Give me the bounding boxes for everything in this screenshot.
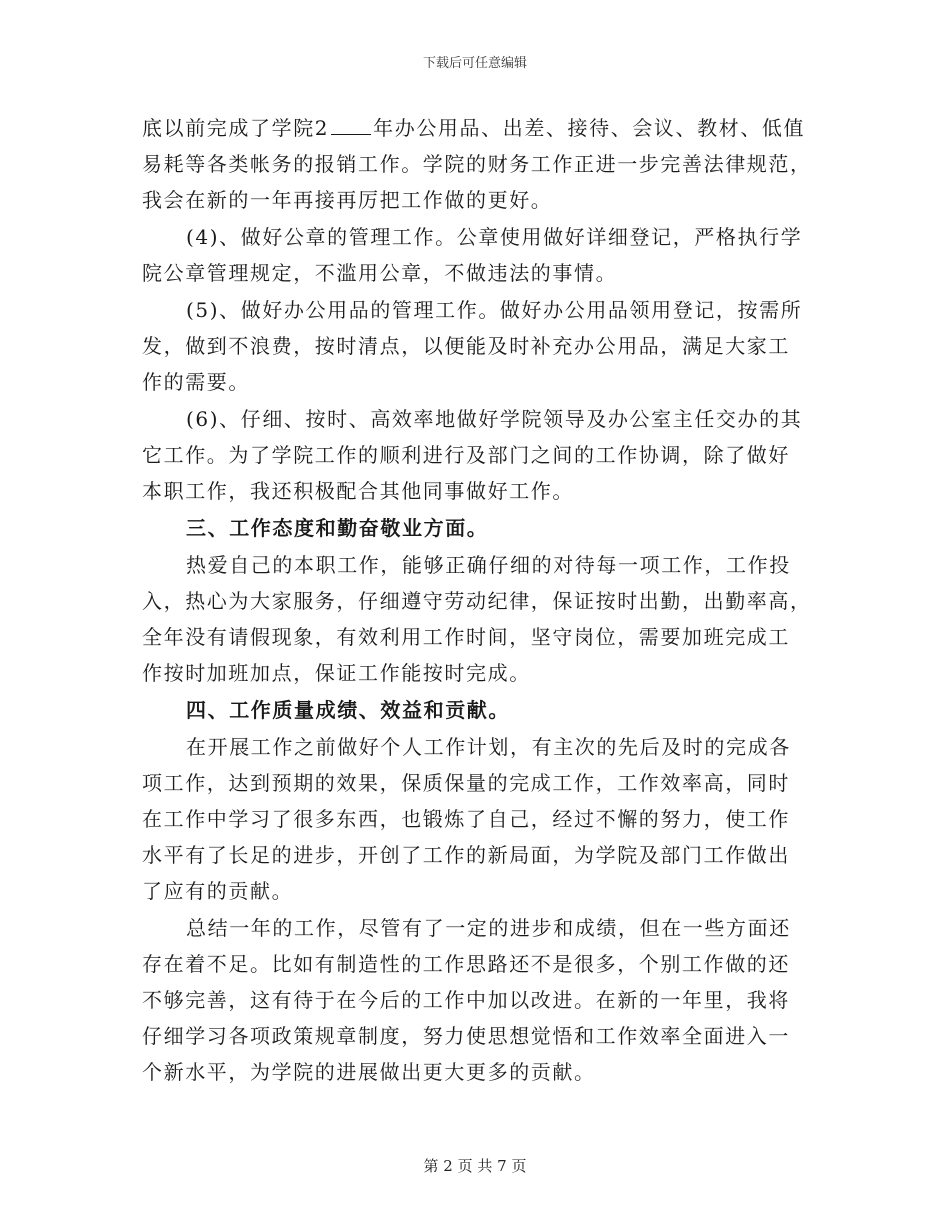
section-heading-quality: 四、工作质量成绩、效益和贡献。	[186, 698, 510, 722]
text-line: 项工作，达到预期的效果，保质保量的完成工作，工作效率高，同时	[142, 771, 790, 795]
section-heading-attitude: 三、工作态度和勤奋敬业方面。	[186, 516, 489, 540]
text-segment: 底以前完成了学院2	[142, 116, 330, 140]
paragraph-summary	[142, 910, 810, 1090]
document-body	[142, 110, 810, 1090]
text-line: 入，热心为大家服务，仔细遵守劳动纪律，保证按时出勤，出勤率高，	[142, 589, 812, 613]
text-line: 院公章管理规定，不滥用公章，不做违法的事情。	[142, 261, 618, 285]
text-line	[142, 110, 810, 146]
text-line: 不够完善，这有待于在今后的工作中加以改进。在新的一年里，我将	[142, 988, 790, 1012]
page-number: 第 2 页 共 7 页	[423, 1157, 527, 1175]
text-line: (6)、仔细、按时、高效率地做好学院领导及办公室主任交办的其	[186, 407, 803, 431]
text-line: (4)、做好公章的管理工作。公章使用做好详细登记，严格执行学	[186, 225, 803, 249]
text-line: 在工作中学习了很多东西，也锻炼了自己，经过不懈的努力，使工作	[142, 807, 790, 831]
paragraph-attitude	[142, 547, 810, 691]
paragraph-office-supplies	[142, 292, 810, 400]
page-header: 下载后可任意编辑	[422, 56, 527, 71]
text-line: 本职工作，我还积极配合其他同事做好工作。	[142, 479, 574, 503]
text-line: 仔细学习各项政策规章制度，努力使思想觉悟和工作效率全面进入一	[142, 1024, 790, 1048]
text-line: (5)、做好办公用品的管理工作。做好办公用品领用登记，按需所	[186, 298, 803, 322]
text-line: 水平有了长足的进步，开创了工作的新局面，为学院及部门工作做出	[142, 843, 790, 867]
text-line: 发，做到不浪费，按时清点，以便能及时补充办公用品，满足大家工	[142, 334, 790, 358]
text-line: 作按时加班加点，保证工作能按时完成。	[142, 661, 531, 685]
text-line: 个新水平，为学院的进展做出更大更多的贡献。	[142, 1060, 596, 1084]
text-line: 易耗等各类帐务的报销工作。学院的财务工作正进一步完善法律规范，	[142, 152, 812, 176]
text-line: 热爱自己的本职工作，能够正确仔细的对待每一项工作，工作投	[186, 553, 791, 577]
text-line: 我会在新的一年再接再厉把工作做的更好。	[142, 188, 553, 212]
text-line: 存在着不足。比如有制造性的工作思路还不是很多，个别工作做的还	[142, 952, 790, 976]
paragraph-seal-management	[142, 219, 810, 291]
text-line: 它工作。为了学院工作的顺利进行及部门之间的工作协调，除了做好	[142, 443, 790, 467]
text-line: 了应有的贡献。	[142, 879, 294, 903]
text-line: 全年没有请假现象，有效利用工作时间，坚守岗位，需要加班完成工	[142, 625, 790, 649]
text-line: 总结一年的工作，尽管有了一定的进步和成绩，但在一些方面还	[186, 916, 791, 940]
text-line: 作的需要。	[142, 370, 250, 394]
paragraph-other-tasks	[142, 401, 810, 509]
fill-in-blank	[331, 118, 371, 135]
text-line: 在开展工作之前做好个人工作计划，有主次的先后及时的完成各	[186, 735, 791, 759]
paragraph-quality	[142, 729, 810, 909]
paragraph-reimbursement	[142, 110, 810, 218]
text-segment: 年办公用品、出差、接待、会议、教材、低值	[373, 116, 806, 140]
